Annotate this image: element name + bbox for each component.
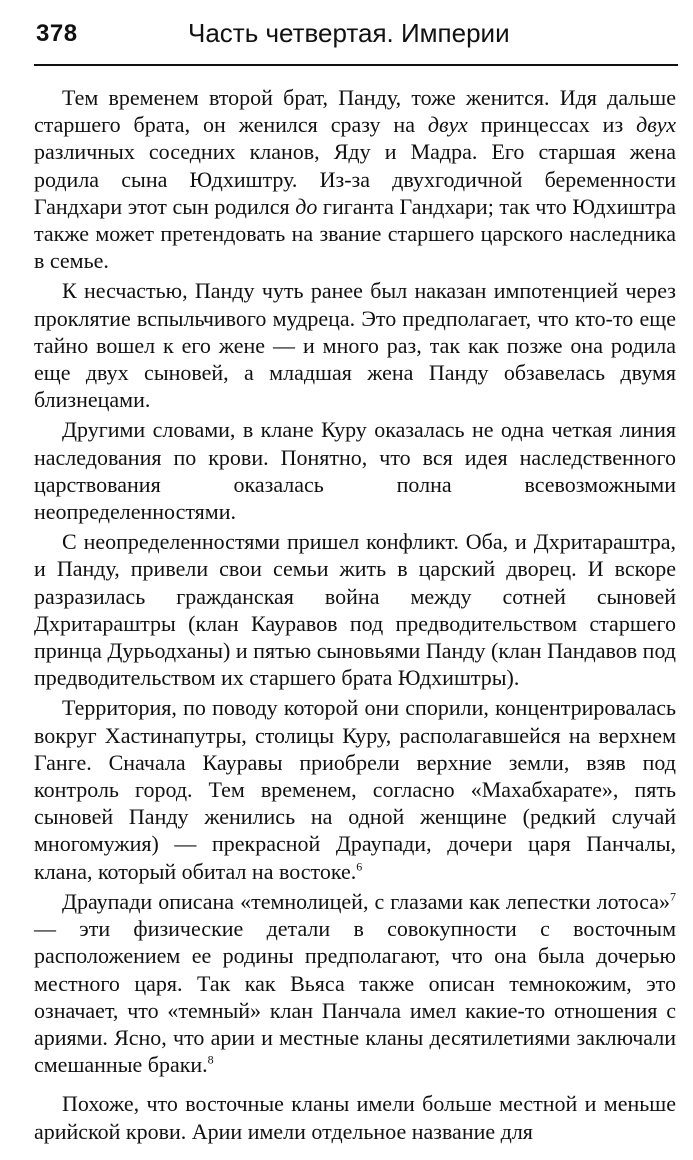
paragraph: [34, 1090, 676, 1144]
header-rule: [34, 64, 678, 66]
italic-text: двух: [427, 112, 468, 138]
text-run: различных соседних кланов, Яду и Мадра. Его старшая жена родила сына Юдхиштру. Из-за двухгодичной беременности Гандхари этот сын родился: [34, 139, 676, 219]
text-run: Тем временем второй брат, Панду, тоже женится. Идя дальше старшего брата, он женился сразу на: [34, 85, 676, 138]
footnote-ref: 6: [356, 859, 363, 874]
text-run: С неопределенностями пришел конфликт. Оба, и Дхритараштра, и Панду, привели свои семьи жить в царский дворец. И вскоре разразилась гражданская война между сотней сыновей Дхритараштры (клан Кауравов под предводительством старшего принца Дурьодханы) и пятью сыновьями Панду (клан Пандавов под предводительством их старшего брата Юдхиштры).: [34, 529, 676, 691]
running-title: Часть четвертая. Империи: [188, 18, 510, 48]
paragraph: [34, 888, 676, 1078]
text-run: Другими словами, в клане Куру оказалась не одна четкая линия наследования по крови. Понятно, что вся идея наследственного царствования оказалась полна всевозможными неопределенностями.: [34, 417, 676, 525]
text-run: Драупади описана «темнолицей, с глазами как лепестки лотоса»: [62, 888, 670, 914]
paragraph: [34, 528, 676, 691]
italic-text: до: [295, 193, 318, 219]
paragraph: [34, 277, 676, 413]
text-run: К несчастью, Панду чуть ранее был наказан импотенцией через проклятие вспыльчивого мудреца. Это предполагает, что кто-то еще тайно вошел к его жене — и много раз, так как позже она родила еще двух сыновей, а младшая жена Панду обзавелась двумя близнецами.: [34, 278, 676, 413]
italic-text: двух: [636, 112, 676, 138]
text-run: принцессах из: [467, 112, 637, 138]
paragraph: [34, 84, 676, 274]
body-text: [34, 84, 676, 1145]
text-run: Похоже, что восточные кланы имели больше местной и меньше арийской крови. Арии имели отдельное название для: [34, 1091, 676, 1144]
footnote-ref: 8: [207, 1052, 214, 1067]
text-run: Территория, по поводу которой они спорили, концентрировалась вокруг Хастинапутры, столицы Куру, располагавшейся на верхнем Ганге. Сначала Кауравы приобрели верхние земли, взяв под контроль город. Тем временем, согласно «Махабхарате», пять сыновей Панду женились на одной женщине (редкий случай многомужия) — прекрасной Драупади, дочери царя Панчалы, клана, который обитал на востоке.: [34, 695, 676, 884]
page-number: 378: [36, 20, 78, 47]
text-run: гиганта Гандхари; так что Юдхиштра также может претендовать на звание старшего царского наследника в семье.: [34, 193, 676, 274]
page-header: [36, 14, 676, 54]
text-run: — эти физические детали в совокупности с восточным расположением ее родины предполагают, что она была дочерью местного царя. Так как Вьяса также описан темнокожим, это означает, что «темный» клан Панчала имел какие-то отношения с ариями. Ясно, что арии и местные кланы десятилетиями заключали смешанные браки.: [34, 916, 676, 1078]
paragraph: [34, 694, 676, 884]
footnote-ref: 7: [670, 889, 676, 904]
paragraph: [34, 416, 676, 525]
